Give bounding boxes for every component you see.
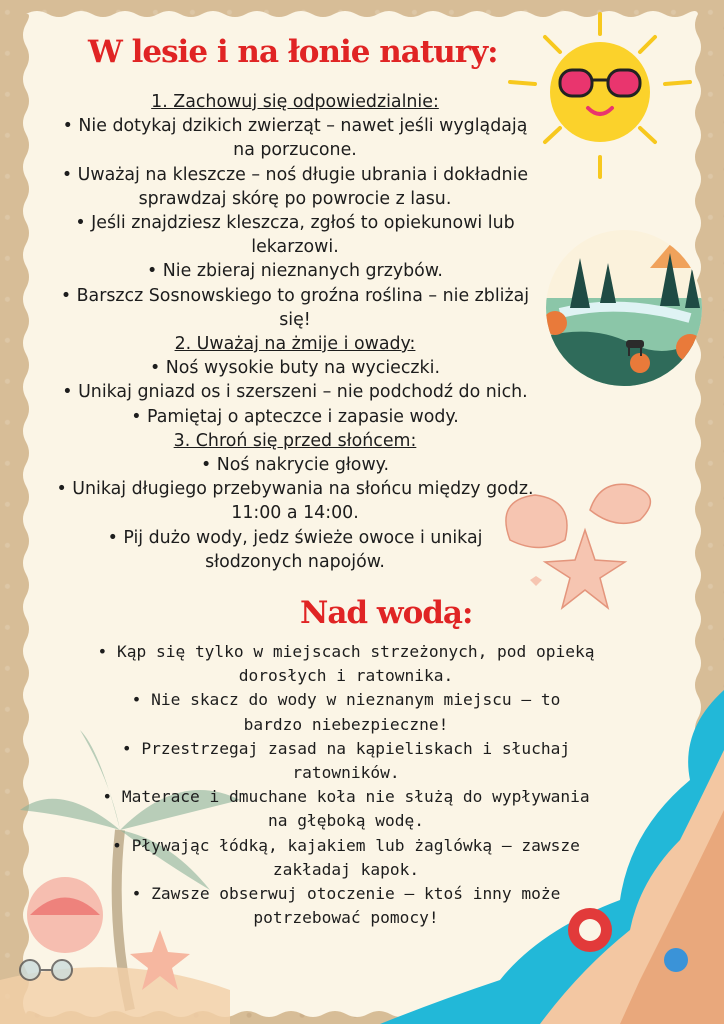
rule-line: • Barszcz Sosnowskiego to groźna roślina – nie zbliżaj — [60, 285, 530, 306]
rule-line: zakładaj kapok. — [272, 859, 420, 879]
forest-section-title: W lesie i na łonie natury: — [88, 34, 498, 70]
rule-line: • Nie skacz do wody w nieznanym miejscu – to — [131, 690, 561, 710]
rule-line: bardzo niebezpieczne! — [243, 714, 449, 734]
section-subheading: 1. Zachowuj się odpowiedzialnie: — [151, 92, 439, 112]
rule-line: • Unikaj gniazd os i szerszeni – nie podchodź do nich. — [62, 382, 528, 403]
section-subheading: 3. Chroń się przed słońcem: — [173, 430, 417, 451]
rule-line: 11:00 a 14:00. — [231, 503, 359, 524]
rule-line: • Uważaj na kleszcze – noś długie ubrania i dokładnie — [61, 164, 529, 185]
rule-line: • Nie zbieraj nieznanych grzybów. — [147, 261, 443, 282]
rule-line: sprawdzaj skórę po powrocie z lasu. — [138, 188, 452, 209]
rule-line: dorosłych i ratownika. — [238, 666, 454, 686]
rule-line: • Unikaj długiego przebywania na słońcu między godz. — [56, 479, 534, 500]
rule-line: • Przestrzegaj zasad na kąpieliskach i słuchaj — [121, 738, 571, 758]
rule-line: • Pływając łódką, kajakiem lub żaglówką – zawsze — [112, 835, 580, 855]
rule-line: • Pij dużo wody, jedz świeże owoce i unikaj — [107, 527, 483, 548]
rule-line: się! — [279, 309, 311, 330]
forest-illustration — [540, 228, 708, 388]
rule-line: lekarzowi. — [251, 237, 339, 258]
rule-line: na porzucone. — [233, 140, 357, 161]
rule-line: potrzebować pomocy! — [253, 908, 439, 928]
forest-rules-list — [40, 90, 550, 574]
section-subheading: 2. Uważaj na żmije i owady: — [174, 334, 416, 355]
rule-line: • Noś wysokie buty na wycieczki. — [149, 358, 440, 379]
rule-line: • Jeśli znajdziesz kleszcza, zgłoś to opiekunowi lub — [75, 213, 515, 234]
rule-line: • Nie dotykaj dzikich zwierząt – nawet jeśli wyglądają — [62, 116, 528, 137]
rule-line: ratowników. — [292, 763, 400, 783]
rule-line: słodzonych napojów. — [205, 551, 385, 572]
rule-line: • Materace i dmuchane koła nie służą do wypływania — [102, 787, 590, 807]
rule-line: • Pamiętaj o apteczce i zapasie wody. — [131, 406, 459, 427]
rule-line: na głęboką wodę. — [268, 811, 424, 831]
rule-line: • Kąp się tylko w miejscach strzeżonych, pod opieką — [97, 642, 595, 661]
rule-line: • Zawsze obserwuj otoczenie – ktoś inny może — [131, 884, 561, 904]
rule-line: • Noś nakrycie głowy. — [200, 455, 390, 476]
water-section-title: Nad wodą: — [300, 595, 473, 631]
water-rules-list — [96, 640, 596, 930]
